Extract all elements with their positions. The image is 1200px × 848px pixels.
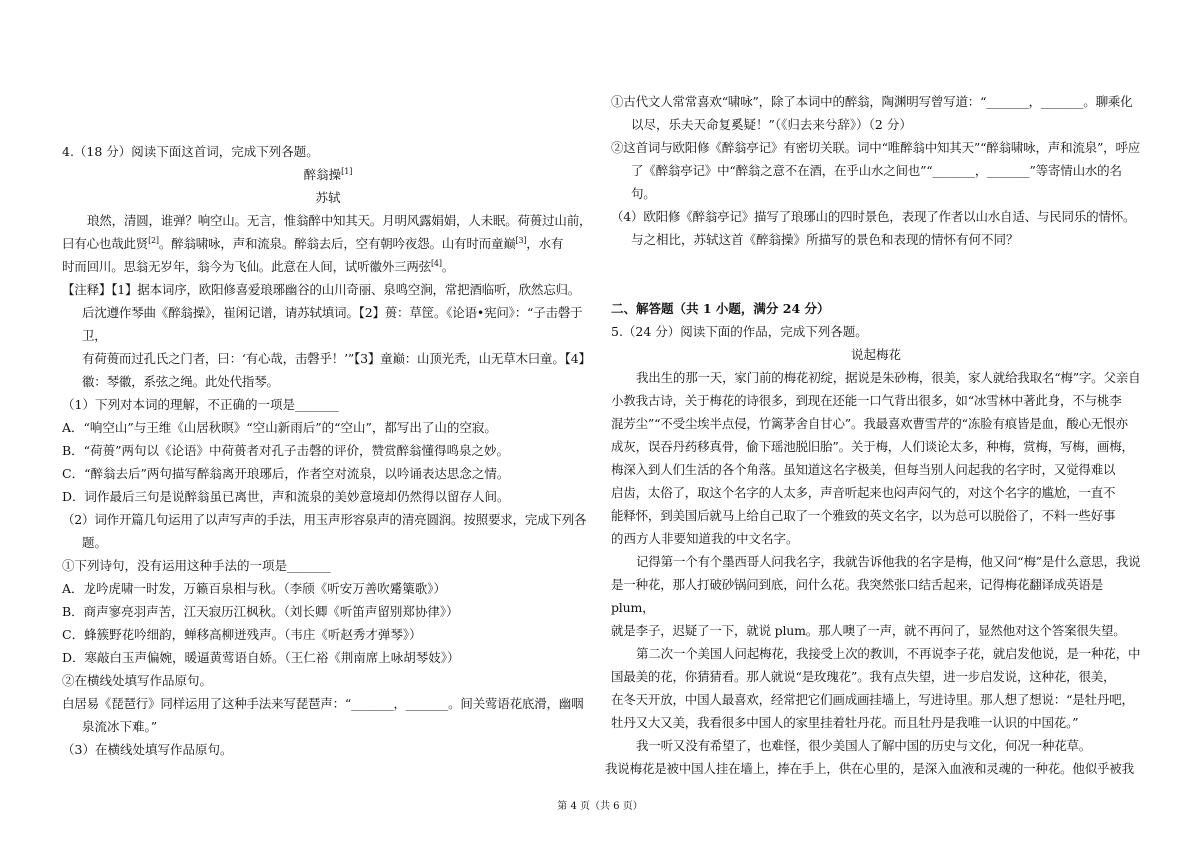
essay-line: 我出生的那一天，家门前的梅花初绽，据说是朱砂梅，很美，家人就给我取名“梅”字。父亲自 [636, 370, 1141, 385]
poem-text: ，水有 [526, 236, 564, 251]
question-5-title: 5.（24 分）阅读下面的作品，完成下列各题。 [611, 324, 868, 339]
essay-line: 能释怀，到美国后就马上给自己取了一个雅致的英文名字，以为总可以脱俗了，不料一些好事 [611, 508, 1116, 523]
question-4-title: 4.（18 分）阅读下面这首词，完成下列各题。 [62, 144, 319, 159]
essay-line: 我一听又没有希望了，也难怪，很少美国人了解中国的历史与文化，何况一种花草。 [636, 738, 1092, 753]
poem-note-3: [3] [515, 235, 527, 245]
poem-text: 曰有心也哉此贤 [62, 236, 149, 251]
essay-line: 牡丹又大又美，我看很多中国人的家里挂着牡丹花。而且牡丹是我唯一认识的中国花。” [611, 715, 1079, 730]
note-line: 后沈遵作琴曲《醉翁操》，崔闲记谱，请苏轼填词。【2】蒉：草筐。《论语•宪问》：“子击磬于卫， [82, 305, 583, 343]
option-d: D．词作最后三句是说醉翁虽已离世，声和流泉的美妙意境却仍然得以留存人间。 [62, 489, 510, 504]
essay-line: 国最美的花，你猜猜看。那人就说“是玫瑰花”。我有点失望，进一步启发说，这种花，很美， [611, 669, 1116, 684]
question-4-2-stem-cont: 题。 [82, 535, 108, 550]
poem-title [62, 163, 594, 186]
essay-line: 就是李子，迟疑了一下，就说 plum。那人噢了一声，就不再问了，显然他对这个答案很失望。 [611, 623, 1126, 638]
essay-title: 说起梅花 [850, 347, 901, 362]
question-4-3-sub2-cont: 了《醉翁亭记》中“醉翁之意不在酒，在乎山水之间也”“_______，_______”等寄情山水的名句。 [631, 163, 1122, 201]
option-d: D．寒敲白玉声偏婉，暖逼黄莺语自娇。（王仁裕《荆南席上咏胡琴妓》） [62, 650, 460, 665]
question-4-2-sub2-text: 白居易《琵琶行》同样运用了这种手法来写琵琶声：“_______，_______。间关莺语花底滑，幽咽 [62, 696, 584, 711]
option-b: B．商声寥亮羽声苦，江天寂历江枫秋。（刘长卿《听笛声留别郑协律》） [62, 604, 459, 619]
essay-line: 在冬天开放，中国人最喜欢，经常把它们画成画挂墙上，写进诗里。那人想了想说：“是牡丹吧， [611, 692, 1134, 707]
poem-author: 苏轼 [315, 190, 341, 205]
page-footer: 第 4 页（共 6 页） [557, 801, 643, 812]
poem-title-text: 醉翁操 [303, 167, 342, 182]
note-line: 徽：琴徽，系弦之绳。此处代指琴。 [82, 374, 279, 389]
left-column [62, 0, 594, 761]
essay-line: 的西方人非要知道我的中文名字。 [611, 531, 799, 546]
essay-line: 混芳尘”“不受尘埃半点侵，竹篱茅舍自甘心”。我最喜欢曹雪芹的“冻脸有痕皆是血，酸心无恨亦 [611, 416, 1128, 431]
poem-note-4: [4] [431, 258, 442, 268]
question-4-4-stem-cont: 与之相比，苏轼这首《醉翁操》所描写的景色和表现的情怀有何不同？ [631, 232, 1019, 247]
question-4-4-stem: （4）欧阳修《醉翁亭记》描写了琅琊山的四时景色，表现了作者以山水自适、与民同乐的情怀。 [611, 209, 1136, 224]
essay-line: 启齿，太俗了，取这个名字的人太多，声音听起来也闷声闷气的，对这个名字的尴尬，一直不 [611, 485, 1116, 500]
poem-text: 时而回川。思翁无岁年，翁今为飞仙。此意在人间，试听徽外三两弦 [62, 259, 432, 274]
essay-line: 梅深入到人们生活的各个角落。虽知道这名字极美，但每当别人问起我的名字时，又觉得难以 [611, 462, 1116, 477]
essay-line: 成灰，误吞丹药移真骨，偷下瑶池脱旧胎”。关于梅，人们谈论太多，种梅，赏梅，写梅，画梅， [611, 439, 1134, 454]
question-4-2-sub2: ②在横线处填写作品原句。 [62, 673, 213, 688]
essay-line: 记得第一个有个墨西哥人问我名字，我就告诉他我的名字是梅，他又问“梅”是什么意思，我说 [636, 554, 1141, 569]
question-4-3-sub1-cont: 以尽，乐夫天命复奚疑！”（《归去来兮辞》）（2 分） [631, 117, 912, 132]
question-4-3-sub1: ①古代文人常常喜欢“啸咏”，除了本词中的醉翁，陶渊明写曾写道：“_______，_______。聊乘化 [611, 94, 1133, 109]
question-4-3-sub2: ②这首词与欧阳修《醉翁亭记》有密切关联。词中“唯醉翁中知其天”“醉翁啸咏，声和流泉”，呼应 [611, 140, 1141, 155]
option-a: A．“响空山”与王维《山居秋暝》“空山新雨后”的“空山”，都写出了山的空寂。 [62, 420, 497, 435]
essay-line: 第二次一个美国人问起梅花，我接受上次的教训，不再说李子花，就启发他说，是一种花，中 [636, 646, 1141, 661]
essay-line: 小教我古诗，关于梅花的诗很多，到现在还能一口气背出很多，如“冰雪林中著此身，不与桃李 [611, 393, 1122, 408]
poem-line: 琅然，清圆，谁弹？响空山。无言，惟翁醉中知其天。月明风露娟娟，人未眠。荷蒉过山前， [87, 213, 592, 228]
section-2-heading: 二、解答题（共 1 小题，满分 24 分） [611, 301, 830, 316]
note-line: 【注释】【1】据本词序，欧阳修喜爱琅琊幽谷的山川奇丽、泉鸣空涧，常把酒临听，欣然忘归。 [62, 282, 581, 297]
question-4-2-sub1: ①下列诗句，没有运用这种手法的一项是_______ [62, 558, 331, 573]
option-b: B．“荷蒉”两句以《论语》中荷蒉者对孔子击磬的评价，赞赏醉翁懂得鸣泉之妙。 [62, 443, 509, 458]
option-c: C．“醉翁去后”两句描写醉翁离开琅琊后，作者空对流泉，以吟诵表达思念之情。 [62, 466, 510, 481]
essay-line: 我说梅花是被中国人挂在墙上，捧在手上，供在心里的，是深入血液和灵魂的一种花。他似乎被我 [605, 761, 1134, 776]
question-4-1-stem: （1）下列对本词的理解，不正确的一项是_______ [62, 397, 339, 412]
note-line: 有荷蒉而过孔氏之门者，曰：‘有心哉，击磬乎！’”【3】童巅：山顶光秃，山无草木曰童。【4】 [82, 351, 591, 366]
poem-title-note: [1] [341, 166, 353, 176]
poem-text: 。 [441, 259, 455, 274]
option-c: C．蜂簇野花吟细韵，蝉移高柳迸残声。（韦庄《听赵秀才弹琴》） [62, 627, 422, 642]
poem-line [62, 255, 594, 278]
question-4-2-sub2-text-cont: 泉流冰下难。” [82, 719, 158, 734]
essay-line: 是一种花，那人打破砂锅问到底，问什么花。我突然张口结舌起来，记得梅花翻译成英语是 plum， [611, 577, 1104, 615]
right-column [605, 0, 1141, 780]
question-4-2-stem: （2）词作开篇几句运用了以声写声的手法，用玉声形容泉声的清亮圆润。按照要求，完成下列各 [62, 512, 587, 527]
option-a: A．龙吟虎啸一时发，万籁百泉相与秋。（李颀《听安万善吹觱篥歌》） [62, 581, 447, 596]
poem-text: 。醉翁啸咏，声和流泉。醉翁去后，空有朝吟夜怨。山有时而童巅 [158, 236, 516, 251]
poem-note-2: [2] [148, 235, 159, 245]
question-4-3-stem: （3）在横线处填写作品原句。 [62, 742, 233, 757]
poem-line [62, 232, 594, 255]
